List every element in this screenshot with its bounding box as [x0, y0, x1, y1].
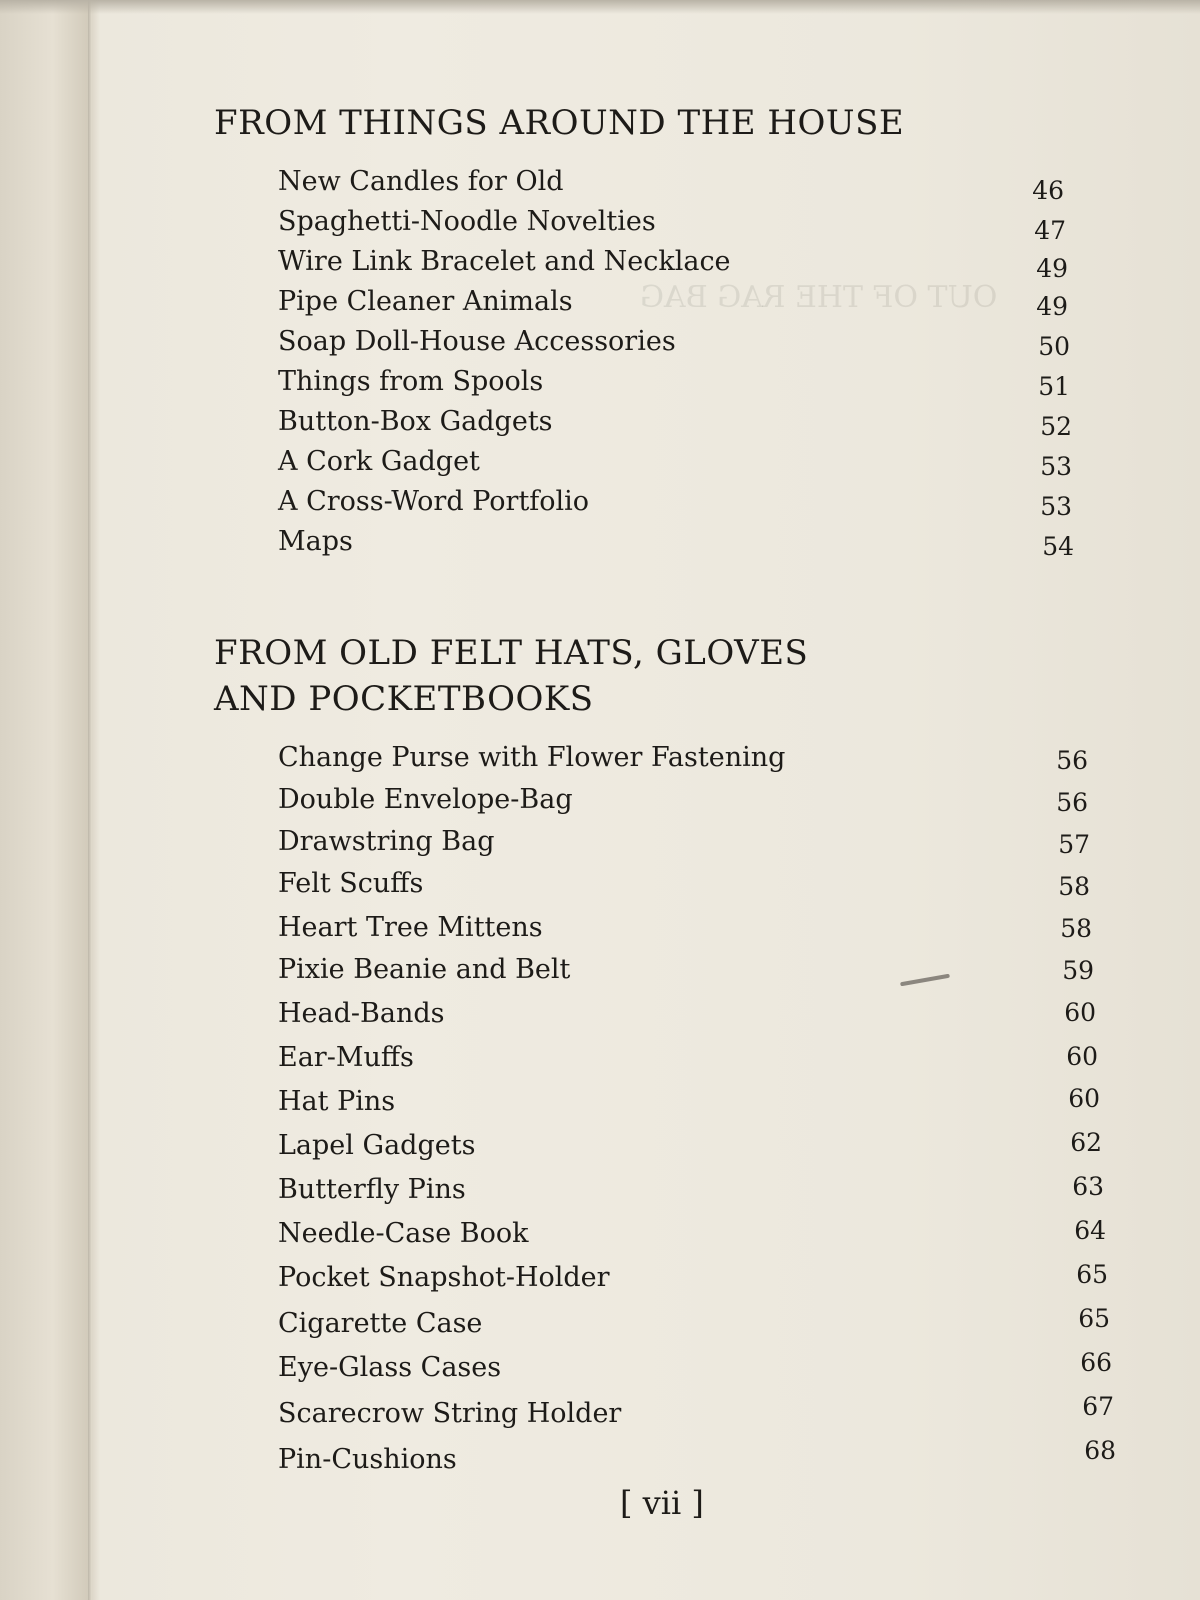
toc-page-number: 57: [1058, 830, 1090, 859]
section-heading-felt-hats: FROM OLD FELT HATS, GLOVES: [214, 633, 809, 673]
toc-entry: A Cross-Word Portfolio: [278, 486, 590, 517]
toc-entry: A Cork Gadget: [278, 446, 480, 477]
toc-page-number: 59: [1062, 956, 1094, 985]
toc-page-number: 60: [1068, 1084, 1100, 1113]
toc-page-number: 66: [1080, 1348, 1112, 1377]
toc-entry: Drawstring Bag: [278, 826, 495, 857]
toc-entry: Scarecrow String Holder: [278, 1398, 622, 1429]
toc-page-number: 67: [1082, 1392, 1114, 1421]
toc-page-number: 63: [1072, 1172, 1104, 1201]
toc-entry: Pipe Cleaner Animals: [278, 286, 573, 317]
toc-page-number: 65: [1076, 1260, 1108, 1289]
toc-page-number: 50: [1038, 332, 1070, 361]
toc-entry: Heart Tree Mittens: [278, 912, 543, 943]
toc-entry: Button-Box Gadgets: [278, 406, 553, 437]
toc-entry: Spaghetti-Noodle Novelties: [278, 206, 656, 237]
toc-entry: Double Envelope-Bag: [278, 784, 573, 815]
toc-entry: Head-Bands: [278, 998, 445, 1029]
toc-entry: Pixie Beanie and Belt: [278, 954, 571, 985]
toc-page-number: 47: [1034, 216, 1066, 245]
toc-page-number: 64: [1074, 1216, 1106, 1245]
toc-entry: Wire Link Bracelet and Necklace: [278, 246, 731, 277]
toc-entry: Pocket Snapshot-Holder: [278, 1262, 610, 1293]
toc-entry: Change Purse with Flower Fastening: [278, 742, 786, 773]
toc-page-number: 49: [1036, 254, 1068, 283]
toc-entry: New Candles for Old: [278, 166, 564, 197]
section-heading-house: FROM THINGS AROUND THE HOUSE: [214, 103, 905, 143]
toc-entry: Maps: [278, 526, 353, 557]
toc-entry: Butterfly Pins: [278, 1174, 466, 1205]
toc-page-number: 56: [1056, 788, 1088, 817]
toc-page-number: 53: [1040, 492, 1072, 521]
show-through-text: OUT OF THE RAG BAG: [640, 280, 998, 315]
toc-page-number: 46: [1032, 176, 1064, 205]
toc-entry: Things from Spools: [278, 366, 544, 397]
toc-entry: Ear-Muffs: [278, 1042, 414, 1073]
toc-page-number: 60: [1064, 998, 1096, 1027]
toc-page-number: 52: [1040, 412, 1072, 441]
toc-entry: Pin-Cushions: [278, 1444, 457, 1475]
toc-entry: Hat Pins: [278, 1086, 396, 1117]
section-heading-felt-hats-line2: AND POCKETBOOKS: [214, 679, 594, 719]
toc-entry: Felt Scuffs: [278, 868, 424, 899]
toc-page-number: 65: [1078, 1304, 1110, 1333]
toc-page-number: 49: [1036, 292, 1068, 321]
page-folio: [ vii ]: [620, 1484, 704, 1522]
toc-page-number: 56: [1056, 746, 1088, 775]
toc-page-number: 58: [1060, 914, 1092, 943]
toc-page-number: 68: [1084, 1436, 1116, 1465]
toc-page-number: 62: [1070, 1128, 1102, 1157]
toc-entry: Soap Doll-House Accessories: [278, 326, 676, 357]
toc-entry: Needle-Case Book: [278, 1218, 529, 1249]
toc-page-number: 58: [1058, 872, 1090, 901]
toc-page-number: 60: [1066, 1042, 1098, 1071]
toc-page-number: 54: [1042, 532, 1074, 561]
toc-page-number: 51: [1038, 372, 1070, 401]
toc-entry: Cigarette Case: [278, 1308, 483, 1339]
toc-page-number: 53: [1040, 452, 1072, 481]
toc-entry: Eye-Glass Cases: [278, 1352, 502, 1383]
toc-entry: Lapel Gadgets: [278, 1130, 476, 1161]
